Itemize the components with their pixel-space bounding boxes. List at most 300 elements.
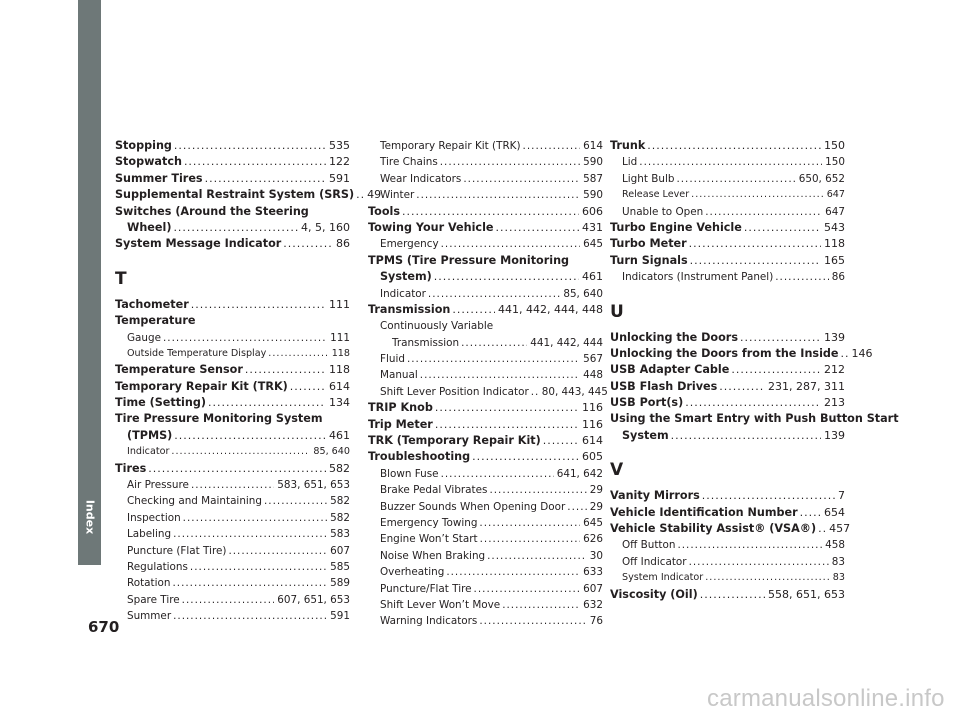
index-entry[interactable] xyxy=(368,400,603,416)
index-entry[interactable] xyxy=(368,417,603,433)
index-entry[interactable] xyxy=(115,236,350,252)
index-heading: Tire Pressure Monitoring System xyxy=(115,412,323,426)
index-subentry[interactable] xyxy=(610,269,845,285)
entry-term: Puncture/Flat Tire xyxy=(380,582,472,595)
dot-leader xyxy=(818,521,826,537)
entry-term: TRK (Temporary Repair Kit) xyxy=(368,434,541,448)
index-subentry[interactable] xyxy=(610,570,845,586)
dot-leader xyxy=(479,613,586,629)
page-ref[interactable]: 582 xyxy=(330,495,350,508)
index-subentry[interactable] xyxy=(610,554,845,570)
page-ref[interactable]: 632 xyxy=(583,598,603,611)
entry-term: Trip Meter xyxy=(368,417,433,431)
index-entry[interactable] xyxy=(368,302,603,318)
index-column-2 xyxy=(368,138,608,630)
page-ref[interactable]: 150 xyxy=(824,139,845,152)
index-side-tab xyxy=(78,0,101,565)
entry-term: Indicators (Instrument Panel) xyxy=(622,271,774,284)
page-ref[interactable]: 647 xyxy=(825,205,845,218)
page-ref[interactable]: 86 xyxy=(831,271,845,284)
page-ref[interactable]: 231, 287, 311 xyxy=(768,379,845,393)
index-entry[interactable] xyxy=(610,521,851,537)
entry-term: Vehicle Identification Number xyxy=(610,505,798,519)
index-entry[interactable] xyxy=(115,138,350,154)
index-subentry[interactable] xyxy=(368,548,603,564)
dot-leader xyxy=(800,505,821,521)
entry-term: Tire Chains xyxy=(380,156,438,169)
page-ref[interactable]: 448 xyxy=(583,369,603,382)
dot-leader xyxy=(676,171,795,187)
page-ref[interactable]: 139 xyxy=(824,330,845,344)
entry-term: Temporary Repair Kit (TRK) xyxy=(115,379,288,393)
index-subentry[interactable] xyxy=(115,510,350,526)
page-ref[interactable]: 441, 442, 444 xyxy=(530,336,603,349)
dot-leader xyxy=(208,395,326,411)
index-subentry[interactable] xyxy=(368,466,603,482)
entry-term: Summer Tires xyxy=(115,171,203,185)
page-ref[interactable]: 591 xyxy=(329,171,350,185)
dot-leader xyxy=(148,461,326,477)
entry-term: Turbo Meter xyxy=(610,237,687,251)
dot-leader xyxy=(428,286,560,302)
entry-term: Stopwatch xyxy=(115,155,182,169)
dot-leader xyxy=(744,220,821,236)
index-subentry[interactable] xyxy=(368,581,603,597)
entry-term: Turbo Engine Vehicle xyxy=(610,220,742,234)
page-ref[interactable]: 461 xyxy=(329,428,350,442)
page-ref[interactable]: 118 xyxy=(824,237,845,251)
page-ref[interactable]: 589 xyxy=(330,577,350,590)
entry-term: Brake Pedal Vibrates xyxy=(380,484,488,497)
dot-leader xyxy=(182,592,275,608)
dot-leader xyxy=(268,346,328,362)
page-ref[interactable]: 647 xyxy=(826,189,845,201)
page-ref[interactable]: 213 xyxy=(824,396,845,410)
dot-leader xyxy=(496,220,580,236)
page-ref[interactable]: 86 xyxy=(336,237,350,251)
dot-leader xyxy=(440,154,580,170)
entry-term: Indicator xyxy=(127,446,170,458)
index-subentry[interactable] xyxy=(610,171,845,187)
dot-leader xyxy=(173,608,327,624)
page-ref[interactable]: 583 xyxy=(330,528,350,541)
page-ref[interactable]: 116 xyxy=(582,417,603,431)
page-ref[interactable]: 641, 642 xyxy=(556,467,603,480)
page-ref[interactable]: 111 xyxy=(329,297,350,311)
entry-term: USB Flash Drives xyxy=(610,379,718,393)
page-ref[interactable]: 165 xyxy=(824,253,845,267)
entry-term: Puncture (Flat Tire) xyxy=(127,544,227,557)
page-ref[interactable]: 441, 442, 444, 448 xyxy=(498,302,603,316)
entry-term: Inspection xyxy=(127,511,181,524)
entry-term: Regulations xyxy=(127,560,188,573)
index-entry[interactable] xyxy=(368,433,603,449)
entry-term: Labeling xyxy=(127,528,172,541)
page-ref[interactable]: 80, 443, 445 xyxy=(541,385,608,398)
dot-leader xyxy=(731,362,821,378)
page-ref[interactable]: 591 xyxy=(330,610,350,623)
entry-term: Temperature Sensor xyxy=(115,363,243,377)
index-entry[interactable] xyxy=(610,505,845,521)
dot-leader xyxy=(639,154,822,170)
entry-term: Emergency Towing xyxy=(380,516,478,529)
page-ref[interactable]: 543 xyxy=(824,220,845,234)
index-heading: Switches (Around the Steering xyxy=(115,204,309,218)
dot-leader xyxy=(435,400,579,416)
page-ref[interactable]: 458 xyxy=(825,539,845,552)
dot-leader xyxy=(174,428,326,444)
dot-leader xyxy=(489,482,586,498)
page-ref[interactable]: 116 xyxy=(582,401,603,415)
index-tab-text: Index xyxy=(83,499,97,535)
entry-term: System Message Indicator xyxy=(115,237,282,251)
dot-leader xyxy=(700,587,765,603)
entry-term: Unlocking the Doors xyxy=(610,330,738,344)
page-ref[interactable]: 118 xyxy=(331,347,350,359)
index-entry[interactable] xyxy=(610,220,845,236)
page-ref[interactable]: 606 xyxy=(582,204,603,218)
page-ref[interactable]: 150 xyxy=(825,156,845,169)
page-ref[interactable]: 111 xyxy=(330,331,350,344)
dot-leader xyxy=(191,477,274,493)
dot-leader xyxy=(705,570,830,586)
dot-leader xyxy=(463,171,580,187)
index-subentry[interactable] xyxy=(368,236,603,252)
index-subentry[interactable] xyxy=(610,204,845,220)
dot-leader xyxy=(689,236,821,252)
page-ref[interactable]: 212 xyxy=(824,363,845,377)
dot-leader xyxy=(487,548,587,564)
entry-term: Temporary Repair Kit (TRK) xyxy=(380,140,521,152)
entry-term: Transmission xyxy=(368,302,451,316)
entry-term: Emergency xyxy=(380,238,439,251)
dot-leader xyxy=(264,493,327,509)
index-entry[interactable] xyxy=(368,269,603,285)
index-subentry[interactable] xyxy=(368,515,603,531)
entry-term: Wear Indicators xyxy=(380,172,462,185)
index-subentry[interactable] xyxy=(368,138,603,154)
entry-term: Engine Won’t Start xyxy=(380,533,478,546)
index-subentry[interactable] xyxy=(368,613,603,629)
entry-term: System xyxy=(622,428,669,442)
section-letter: V xyxy=(610,460,624,481)
dot-leader xyxy=(407,351,580,367)
index-entry[interactable] xyxy=(115,154,350,170)
index-entry[interactable] xyxy=(610,346,873,362)
dot-leader xyxy=(184,154,326,170)
page-ref[interactable]: 85, 640 xyxy=(313,446,350,458)
index-subentry[interactable] xyxy=(368,335,603,351)
dot-leader xyxy=(290,379,326,395)
entry-term: Rotation xyxy=(127,577,171,590)
index-subentry[interactable] xyxy=(368,499,603,515)
dot-leader xyxy=(446,564,580,580)
dot-leader xyxy=(472,449,579,465)
page-ref[interactable]: 85, 640 xyxy=(563,287,603,300)
page-ref[interactable]: 590 xyxy=(583,156,603,169)
page-ref[interactable]: 585 xyxy=(330,560,350,573)
page-ref[interactable]: 567 xyxy=(583,353,603,366)
entry-term: Towing Your Vehicle xyxy=(368,220,494,234)
page-ref[interactable]: 614 xyxy=(583,140,603,152)
index-subentry[interactable] xyxy=(115,543,350,559)
entry-term: Vehicle Stability Assist® (VSA®) xyxy=(610,522,817,536)
page-ref[interactable]: 83 xyxy=(831,555,845,568)
entry-term: Stopping xyxy=(115,139,172,152)
page-ref[interactable]: 583, 651, 653 xyxy=(277,479,350,492)
page-ref[interactable]: 650, 652 xyxy=(798,172,845,185)
page-ref[interactable]: 558, 651, 653 xyxy=(768,587,845,601)
page-ref[interactable]: 139 xyxy=(824,428,845,442)
index-subentry[interactable] xyxy=(610,537,845,553)
dot-leader xyxy=(689,554,829,570)
entry-term: Buzzer Sounds When Opening Door xyxy=(380,500,566,513)
index-entry[interactable] xyxy=(115,171,350,187)
page-ref[interactable]: 457 xyxy=(829,522,851,536)
entry-term: Troubleshooting xyxy=(368,450,471,464)
index-entry[interactable] xyxy=(115,428,350,444)
entry-term: TRIP Knob xyxy=(368,401,433,415)
dot-leader xyxy=(479,515,580,531)
entry-term: Spare Tire xyxy=(127,593,180,606)
page-ref[interactable]: 30 xyxy=(589,549,603,562)
index-subentry[interactable] xyxy=(368,286,603,302)
page-ref[interactable]: 134 xyxy=(329,396,350,410)
index-heading: TPMS (Tire Pressure Monitoring xyxy=(368,253,570,267)
entry-term: Off Indicator xyxy=(622,555,687,568)
dot-leader xyxy=(480,531,581,547)
entry-term: Supplemental Restraint System (SRS) xyxy=(115,188,355,202)
index-subentry[interactable] xyxy=(368,351,603,367)
entry-term: Transmission xyxy=(392,336,460,349)
dot-leader xyxy=(452,302,495,318)
page-ref[interactable]: 607 xyxy=(583,582,603,595)
entry-term: Wheel) xyxy=(127,220,172,234)
page-ref[interactable]: 29 xyxy=(589,500,603,513)
dot-leader xyxy=(435,417,579,433)
index-subentry[interactable] xyxy=(368,154,603,170)
page-ref[interactable]: 633 xyxy=(583,566,603,579)
index-heading: Temperature xyxy=(115,314,196,328)
entry-term: Shift Lever Position Indicator xyxy=(380,385,529,398)
dot-leader xyxy=(677,537,822,553)
dot-leader xyxy=(441,466,554,482)
index-subentry[interactable] xyxy=(115,575,350,591)
index-entry[interactable] xyxy=(115,395,350,411)
index-subentry[interactable] xyxy=(368,597,603,613)
entry-term: Off Button xyxy=(622,539,676,552)
index-entry[interactable] xyxy=(610,253,845,269)
dot-leader xyxy=(671,428,821,444)
dot-leader xyxy=(691,187,824,203)
index-entry[interactable] xyxy=(610,138,845,154)
page-ref[interactable]: 122 xyxy=(329,155,350,169)
index-entry[interactable] xyxy=(368,449,603,465)
page-ref[interactable]: 4, 5, 160 xyxy=(301,220,350,234)
entry-term: Vanity Mirrors xyxy=(610,489,700,503)
dot-leader xyxy=(740,330,821,346)
section-letter: T xyxy=(115,268,127,289)
index-heading: Continuously Variable xyxy=(380,320,494,333)
dot-leader xyxy=(228,543,327,559)
entry-term: Tools xyxy=(368,204,401,218)
index-entry[interactable] xyxy=(610,379,845,395)
index-subentry[interactable] xyxy=(115,330,350,346)
page-ref[interactable]: 431 xyxy=(582,220,603,234)
entry-term: Overheating xyxy=(380,566,445,579)
page-ref[interactable]: 83 xyxy=(832,572,845,584)
dot-leader xyxy=(523,138,581,154)
entry-term: Tachometer xyxy=(115,297,189,311)
entry-term: Blown Fuse xyxy=(380,467,439,480)
index-subentry[interactable] xyxy=(368,367,603,383)
index-entry[interactable] xyxy=(368,220,603,236)
entry-term: Time (Setting) xyxy=(115,396,206,410)
entry-term: Summer xyxy=(127,610,172,623)
dot-leader xyxy=(283,236,333,252)
index-entry[interactable] xyxy=(115,187,382,203)
entry-term: System) xyxy=(380,270,432,284)
dot-leader xyxy=(441,236,581,252)
entry-term: Winter xyxy=(380,189,415,202)
dot-leader xyxy=(719,379,765,395)
index-subentry[interactable] xyxy=(115,559,350,575)
index-entry[interactable] xyxy=(610,236,845,252)
index-subentry[interactable] xyxy=(368,531,603,547)
page-ref[interactable]: 654 xyxy=(824,505,845,519)
index-subentry[interactable] xyxy=(115,526,350,542)
entry-term: USB Port(s) xyxy=(610,396,684,410)
entry-term: Fluid xyxy=(380,353,405,366)
index-entry[interactable] xyxy=(610,587,845,603)
dot-leader xyxy=(191,297,326,313)
index-entry[interactable] xyxy=(115,220,350,236)
page-ref[interactable]: 614 xyxy=(329,379,350,393)
index-subentry[interactable] xyxy=(115,444,350,460)
index-subentry[interactable] xyxy=(368,384,608,400)
entry-term: Air Pressure xyxy=(127,479,189,492)
index-entry[interactable] xyxy=(610,330,845,346)
entry-term: Trunk xyxy=(610,139,646,152)
entry-term: Tires xyxy=(115,461,147,475)
index-entry[interactable] xyxy=(610,488,845,504)
entry-term: Gauge xyxy=(127,331,161,344)
index-entry[interactable] xyxy=(115,297,350,313)
index-entry[interactable] xyxy=(115,379,350,395)
index-entry[interactable] xyxy=(610,362,845,378)
dot-leader xyxy=(531,384,539,400)
watermark: carmanualsonline.info xyxy=(707,685,945,712)
page-ref[interactable]: 535 xyxy=(329,139,350,152)
entry-term: USB Adapter Cable xyxy=(610,363,730,377)
dot-leader xyxy=(205,171,326,187)
entry-term: Checking and Maintaining xyxy=(127,495,262,508)
index-subentry[interactable] xyxy=(610,187,845,203)
page-ref[interactable]: 614 xyxy=(582,434,603,448)
index-subentry[interactable] xyxy=(115,592,350,608)
entry-term: Noise When Braking xyxy=(380,549,486,562)
page-ref[interactable]: 118 xyxy=(329,363,350,377)
dot-leader xyxy=(171,444,310,460)
dot-leader xyxy=(461,335,527,351)
entry-term: Viscosity (Oil) xyxy=(610,587,698,601)
dot-leader xyxy=(841,346,849,362)
page-ref[interactable]: 587 xyxy=(583,172,603,185)
index-subentry[interactable] xyxy=(368,564,603,580)
index-entry[interactable] xyxy=(115,362,350,378)
index-entry[interactable] xyxy=(610,395,845,411)
page-ref[interactable]: 29 xyxy=(589,484,603,497)
dot-leader xyxy=(356,187,364,203)
dot-leader xyxy=(174,138,326,154)
index-tab-label xyxy=(81,495,99,540)
page-ref[interactable]: 607, 651, 653 xyxy=(277,593,350,606)
entry-term: Indicator xyxy=(380,287,426,300)
page-ref[interactable]: 461 xyxy=(582,270,603,284)
index-subentry[interactable] xyxy=(115,493,350,509)
index-subentry[interactable] xyxy=(115,477,350,493)
page-ref[interactable]: 582 xyxy=(330,511,350,524)
dot-leader xyxy=(434,269,579,285)
entry-term: Manual xyxy=(380,369,418,382)
index-subentry[interactable] xyxy=(115,608,350,624)
dot-leader xyxy=(173,526,327,542)
page-ref[interactable]: 76 xyxy=(589,615,603,628)
page-ref[interactable]: 49 xyxy=(367,188,382,202)
entry-term: (TPMS) xyxy=(127,428,173,442)
index-subentry[interactable] xyxy=(368,187,603,203)
dot-leader xyxy=(190,559,327,575)
index-heading: Using the Smart Entry with Push Button Start xyxy=(610,412,899,426)
dot-leader xyxy=(173,220,298,236)
entry-term: Turn Signals xyxy=(610,253,688,267)
dot-leader xyxy=(245,362,326,378)
page-ref[interactable]: 590 xyxy=(583,189,603,202)
index-column-1 xyxy=(115,138,382,625)
page-ref[interactable]: 626 xyxy=(583,533,603,546)
section-letter: U xyxy=(610,301,624,322)
page-ref[interactable]: 582 xyxy=(329,461,350,475)
dot-leader xyxy=(690,253,821,269)
index-column-3 xyxy=(610,138,899,603)
entry-term: Outside Temperature Display xyxy=(127,347,267,359)
page-ref[interactable]: 7 xyxy=(838,489,845,503)
dot-leader xyxy=(183,510,327,526)
index-entry[interactable] xyxy=(115,461,350,477)
index-subentry[interactable] xyxy=(115,346,350,362)
entry-term: Unable to Open xyxy=(622,205,704,218)
index-subentry[interactable] xyxy=(368,171,603,187)
index-entry[interactable] xyxy=(368,204,603,220)
page-ref[interactable]: 607 xyxy=(330,544,350,557)
dot-leader xyxy=(705,204,822,220)
entry-term: Release Lever xyxy=(622,189,690,201)
page-ref[interactable]: 645 xyxy=(583,238,603,251)
dot-leader xyxy=(647,138,821,154)
index-subentry[interactable] xyxy=(610,154,845,170)
dot-leader xyxy=(543,433,579,449)
entry-term: Light Bulb xyxy=(622,172,675,185)
page-ref[interactable]: 645 xyxy=(583,516,603,529)
page-ref[interactable]: 146 xyxy=(851,346,873,360)
index-entry[interactable] xyxy=(610,428,845,444)
dot-leader xyxy=(502,597,580,613)
dot-leader xyxy=(402,204,579,220)
dot-leader xyxy=(567,499,586,515)
page-ref[interactable]: 605 xyxy=(582,450,603,464)
entry-term: System Indicator xyxy=(622,572,704,584)
index-subentry[interactable] xyxy=(368,482,603,498)
